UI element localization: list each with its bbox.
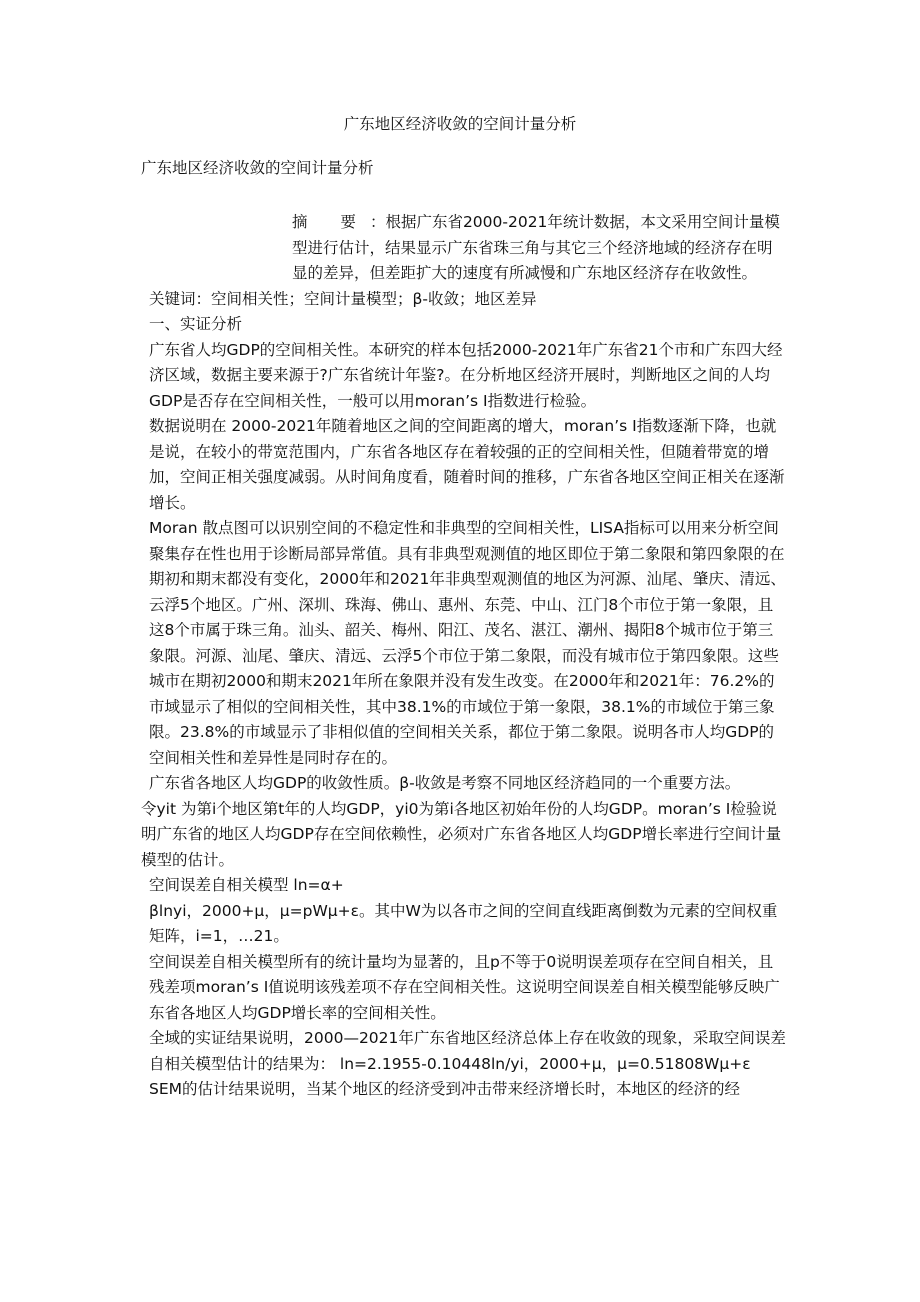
document-body: [141, 210, 786, 1103]
paragraph-model-significance: 空间误差自相关模型所有的统计量均为显著的，且p不等于0说明误差项存在空间自相关，且残差项moran’s I值说明该残差项不存在空间相关性。这说明空间误差自相关模型能够反映广东省各地区人均GDP增长率的空间相关性。: [149, 952, 780, 1022]
section-heading: 一、实证分析: [149, 315, 243, 333]
paragraph-spatial-correlation: 广东省人均GDP的空间相关性。本研究的样本包括2000-2021年广东省21个市和广东四大经济区域，数据主要来源于?广东省统计年鉴?。在分析地区经济开展时，判断地区之间的人均GDP是否存在空间相关性，一般可以用moran’s I指数进行检验。: [149, 340, 783, 410]
keywords-line: 关键词：空间相关性；空间计量模型；β-收敛；地区差异: [149, 289, 537, 308]
paragraph-model-formula: βlnyi，2000+μ，μ=pWμ+ε。其中W为以各市之间的空间直线距离倒数为元素的空间权重矩阵，i=1，…21。: [149, 901, 778, 945]
document-title: 广东地区经济收敛的空间计量分析: [343, 115, 577, 133]
paragraph-moran-scatter: Moran 散点图可以识别空间的不稳定性和非典型的空间相关性，LISA指标可以用来分析空间聚集存在性也用于诊断局部异常值。具有非典型观测值的地区即位于第二象限和第四象限的在期初和期末都没有变化，2000年和2021年非典型观测值的地区为河源、汕尾、肇庆、清远、云浮5个地区。广州、深圳、珠海、佛山、惠州、东莞、中山、江门8个市位于第一象限，且这8个市属于珠三角。汕头、韶关、梅州、阳江、茂名、湛江、潮州、揭阳8个城市位于第三象限。河源、汕尾、肇庆、清远、云浮5个市位于第二象限，而没有城市位于第四象限。这些城市在期初2000和期末2021年所在象限并没有发生改变。在2000年和2021年：76.2%的市域显示了相似的空间相关性，其中38.1%的市域位于第一象限，38.1%的市域位于第三象限。23.8%的市域显示了非相似值的空间相关关系，都位于第二象限。说明各市人均GDP的空间相关性和差异性是同时存在的。: [149, 519, 786, 767]
paragraph-data-description: 数据说明在 2000-2021年随着地区之间的空间距离的增大，moran’s I指数逐渐下降，也就是说，在较小的带宽范围内，广东省各地区存在着较强的正的空间相关性，但随着带宽的增加，空间正相关强度减弱。从时间角度看，随着时间的推移，广东省各地区空间正相关在逐渐增长。: [149, 417, 785, 512]
abstract-text: ：根据广东省2000-2021年统计数据，本文采用空间计量模型进行估计，结果显示广东省珠三角与其它三个经济地域的经济存在明显的差异，但差距扩大的速度有所减慢和广东地区经济存在收敛性。: [292, 213, 780, 282]
abstract-label: 摘 要: [292, 213, 370, 231]
document-subtitle: 广东地区经济收敛的空间计量分析: [141, 159, 374, 177]
paragraph-convergence: 广东省各地区人均GDP的收敛性质。β-收敛是考察不同地区经济趋同的一个重要方法。: [149, 774, 741, 792]
abstract-paragraph: [141, 210, 786, 287]
paragraph-sem-results: SEM的估计结果说明，当某个地区的经济受到冲击带来经济增长时，本地区的经济的经: [149, 1080, 741, 1098]
paragraph-variable-definition: 令yit 为第i个地区第t年的人均GDP，yi0为第i各地区初始年份的人均GDP。moran’s I检验说明广东省的地区人均GDP存在空间依赖性，必须对广东省各地区人均GDP增长率进行空间计量模型的估计。: [141, 799, 782, 869]
paragraph-model-heading: 空间误差自相关模型 ln=α+: [149, 876, 344, 894]
paragraph-global-results: 全域的实证结果说明，2000—2021年广东省地区经济总体上存在收敛的现象，采取空间误差自相关模型估计的结果为： ln=2.1955-0.10448ln/yi，2000+μ，μ=0.51808Wμ+ε: [149, 1029, 786, 1073]
